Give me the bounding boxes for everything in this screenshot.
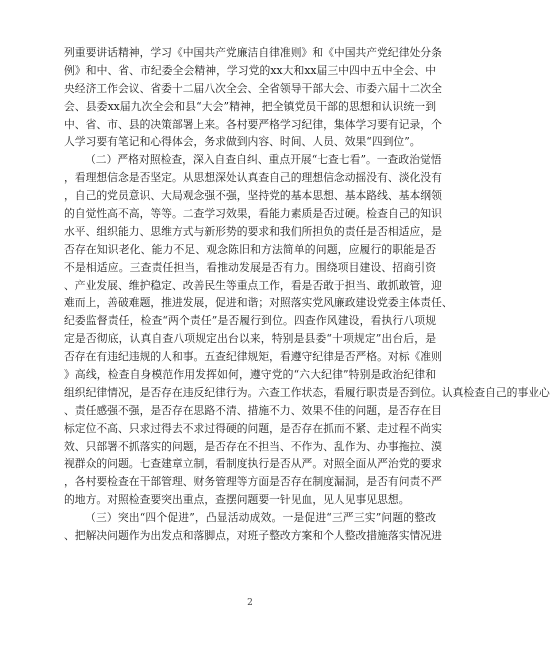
text-line: 组织纪律情况，是否存在违反纪律行为。六查工作状态，看履行职责是否到位。认真检查自己的事业心: [64, 385, 550, 399]
text-line: 例》和中、省、市纪委全会精神，学习党的xx大和xx届三中四中五中全会、中: [64, 63, 436, 77]
text-line: 定是否彻底，认真自查八项规定出台以来，特别是县委“十项规定”出台后，是: [64, 332, 436, 346]
text-line: 纪委监督责任，检查“两个责任”是否履行到位。四查作风建设，看执行八项规: [64, 314, 436, 328]
text-line: 的自觉性高不高，等等。二查学习效果，看能力素质是否过硬。检查自己的知识: [64, 207, 442, 221]
paragraph-first-line: （三）突出“四个促进”，凸显活动成效。一是促进“三严三实”问题的整改: [85, 511, 436, 525]
text-line: 难而上，善破难题，推进发展，促进和谐；对照落实党风廉政建设党委主体责任、: [64, 296, 453, 310]
text-line: 水平、组织能力、思维方式与新形势的要求和我们所担负的责任是否相适应，是: [64, 224, 442, 238]
text-line: 、责任感强不强，是否存在思路不清、措施不力、效果不佳的问题，是否存在目: [64, 403, 442, 417]
page-number: 2: [247, 598, 253, 608]
text-line: ，自己的党员意识、大局观念强不强，坚持党的基本思想、基本路线、基本纲领: [64, 189, 442, 203]
paragraph-first-line: （二）严格对照检查，深入自查自纠、重点开展“七查七看”。一查政治觉悟: [85, 153, 442, 167]
document-body: [64, 44, 550, 545]
text-line: 否存在知识老化、能力不足、观念陈旧和方法简单的问题，应履行的职能是否: [64, 242, 436, 256]
text-line: 央经济工作会议、省委十二届八次全会、全省领导干部大会、市委六届十二次全: [64, 81, 442, 95]
text-line: 不是相适应。三查责任担当，看推动发展是否有力。围绕项目建设、招商引资: [64, 260, 436, 274]
text-line: 、产业发展、维护稳定、改善民生等重点工作，看是否敢于担当、敢抓敢管，迎: [64, 278, 442, 292]
text-line: 会、县委xx届九次全会和县“大会”精神，把全镇党员干部的思想和认识统一到: [64, 99, 436, 113]
text-line: 视群众的问题。七查建章立制，看制度执行是否从严。对照全面从严治党的要求: [64, 457, 442, 471]
text-line: 否存在有违纪违规的人和事。五查纪律规矩，看遵守纪律是否严格。对标《准则: [64, 350, 442, 364]
text-line: 标定位不高、只求过得去不求过得硬的问题，是否存在抓而不紧、走过程不尚实: [64, 421, 442, 435]
text-line: 人学习要有笔记和心得体会，务求做到内容、时间、人员、效果“四到位”。: [64, 135, 421, 149]
text-line: 、把解决问题作为出发点和落脚点，对班子整改方案和个人整改措施落实情况进: [64, 529, 442, 543]
text-line: ，看理想信念是否坚定。从思想深处认真查自己的理想信念动摇没有、淡化没有: [64, 171, 442, 185]
text-line: 》高线，检查自身模范作用发挥如何，遵守党的“六大纪律”特别是政治纪律和: [64, 368, 436, 382]
text-line: 列重要讲话精神，学习《中国共产党廉洁自律准则》和《中国共产党纪律处分条: [64, 46, 442, 59]
text-line: 的地方。对照检查要突出重点，查摆问题要一针见血，见人见事见思想。: [64, 493, 410, 507]
text-line: ，各村要检查在干部管理、财务管理等方面是否存在制度漏洞，是否有问责不严: [64, 475, 442, 489]
text-line: 中、省、市、县的决策部署上来。各村要严格学习纪律，集体学习要有记录，个: [64, 117, 442, 131]
text-line: 效、只部署不抓落实的问题，是否存在不担当、不作为、乱作为、办事拖拉、漠: [64, 439, 442, 453]
